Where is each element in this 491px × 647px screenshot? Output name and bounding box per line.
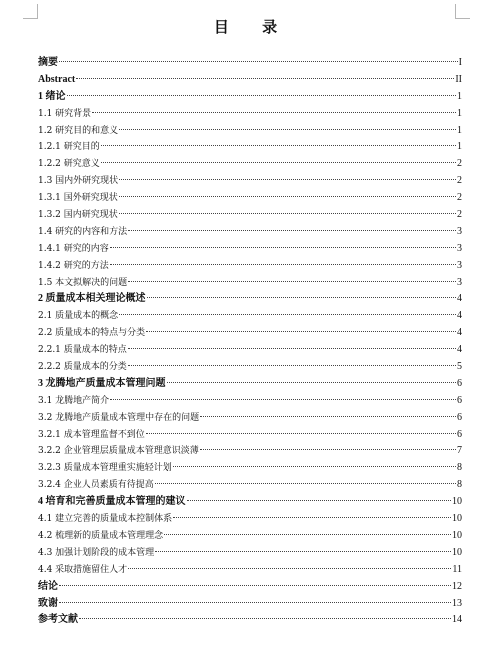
toc-entry[interactable] xyxy=(38,477,462,494)
toc-entry[interactable] xyxy=(38,241,462,258)
toc-entry-title: 1.4.1 研究的内容 xyxy=(38,243,109,254)
toc-dot-leader xyxy=(119,196,456,197)
toc-entry-page-number: 8 xyxy=(457,462,462,474)
toc-dot-leader xyxy=(119,129,456,130)
toc-dot-leader xyxy=(200,416,456,417)
toc-entry-page-number: 1 xyxy=(457,90,462,102)
toc-entry-title: 1 绪论 xyxy=(38,90,66,102)
toc-entry-title: 摘要 xyxy=(38,57,58,68)
toc-entry-title: 1.2.1 研究目的 xyxy=(38,142,100,153)
toc-entry[interactable] xyxy=(38,494,462,511)
toc-entry[interactable] xyxy=(38,393,462,410)
toc-entry[interactable] xyxy=(38,545,462,562)
toc-dot-leader xyxy=(155,483,456,484)
toc-entry[interactable] xyxy=(38,207,462,224)
toc-entry-page-number: 14 xyxy=(452,614,462,626)
toc-entry[interactable] xyxy=(38,511,462,528)
toc-entry[interactable] xyxy=(38,528,462,545)
toc-entry-title: 3 龙腾地产质量成本管理问题 xyxy=(38,377,166,389)
toc-entry[interactable] xyxy=(38,443,462,460)
toc-entry-title: 4.2 梳理新的质量成本管理理念 xyxy=(38,530,164,541)
toc-dot-leader xyxy=(119,314,456,315)
toc-dot-leader xyxy=(76,78,454,79)
toc-entry-page-number: 1 xyxy=(457,124,462,136)
toc-dot-leader xyxy=(187,500,452,501)
toc-dot-leader xyxy=(119,213,456,214)
toc-dot-leader xyxy=(128,348,456,349)
toc-dot-leader xyxy=(164,534,451,535)
toc-entry-page-number: 1 xyxy=(457,141,462,153)
toc-entry-page-number: 4 xyxy=(457,344,462,356)
page-title: 目 录 xyxy=(213,18,292,36)
toc-entry-title: 1.1 研究背景 xyxy=(38,108,92,119)
toc-entry[interactable] xyxy=(38,342,462,359)
toc-entry-title: 结论 xyxy=(38,580,58,592)
toc-entry[interactable] xyxy=(38,258,462,275)
toc-entry-title: 3.2 龙腾地产质量成本管理中存在的问题 xyxy=(38,412,200,423)
toc-entry-title: 2.2 质量成本的特点与分类 xyxy=(38,328,146,339)
toc-entry-page-number: 4 xyxy=(457,327,462,339)
toc-entry-page-number: I xyxy=(458,57,462,68)
toc-dot-leader xyxy=(110,264,456,265)
toc-entry-page-number: 12 xyxy=(452,580,462,592)
toc-entry-page-number: 2 xyxy=(457,192,462,204)
toc-dot-leader xyxy=(200,449,456,450)
toc-dot-leader xyxy=(59,585,451,586)
toc-entry-page-number: 10 xyxy=(452,546,462,558)
toc-entry[interactable] xyxy=(38,139,462,156)
toc-entry[interactable] xyxy=(38,308,462,325)
toc-entry-title: Abstract xyxy=(38,73,76,85)
toc-entry[interactable] xyxy=(38,106,462,123)
toc-entry[interactable] xyxy=(38,55,462,72)
toc-dot-leader xyxy=(101,145,456,146)
toc-entry-title: 1.3 国内外研究现状 xyxy=(38,176,119,187)
toc-entry-page-number: 6 xyxy=(457,428,462,440)
toc-entry-page-number: 11 xyxy=(452,563,462,575)
toc-entry[interactable] xyxy=(38,359,462,376)
toc-entry-title: 4 培育和完善质量成本管理的建议 xyxy=(38,496,186,508)
toc-dot-leader xyxy=(155,551,451,552)
toc-entry[interactable] xyxy=(38,596,462,613)
toc-entry-title: 1.4.2 研究的方法 xyxy=(38,260,109,271)
toc-entry-title: 4.1 建立完善的质量成本控制体系 xyxy=(38,514,173,525)
toc-entry[interactable] xyxy=(38,612,462,629)
toc-entry-title: 3.2.4 企业人员素质有待提高 xyxy=(38,480,154,491)
toc-entry[interactable] xyxy=(38,123,462,140)
table-of-contents xyxy=(38,55,462,629)
toc-dot-leader xyxy=(167,382,457,383)
toc-entry[interactable] xyxy=(38,325,462,342)
toc-dot-leader xyxy=(147,297,457,298)
toc-entry-title: 参考文献 xyxy=(38,614,78,626)
toc-entry[interactable] xyxy=(38,224,462,241)
toc-entry-page-number: 6 xyxy=(457,394,462,406)
toc-entry[interactable] xyxy=(38,275,462,292)
toc-entry[interactable] xyxy=(38,427,462,444)
toc-entry-page-number: 10 xyxy=(452,529,462,541)
toc-entry-page-number: 2 xyxy=(457,175,462,187)
toc-entry-page-number: 1 xyxy=(457,107,462,119)
toc-entry-page-number: 4 xyxy=(457,293,462,305)
toc-entry-page-number: 6 xyxy=(457,377,462,389)
toc-entry[interactable] xyxy=(38,579,462,596)
toc-entry-title: 3.2.3 质量成本管理重实施轻计划 xyxy=(38,463,172,474)
toc-entry[interactable] xyxy=(38,291,462,308)
toc-entry-page-number: 7 xyxy=(457,445,462,457)
toc-entry-page-number: 3 xyxy=(457,225,462,237)
toc-entry-title: 3.1 龙腾地产简介 xyxy=(38,395,110,406)
toc-entry-page-number: 3 xyxy=(457,242,462,254)
toc-dot-leader xyxy=(59,61,458,62)
toc-entry-page-number: 5 xyxy=(457,361,462,373)
toc-entry-page-number: 10 xyxy=(452,513,462,525)
toc-entry[interactable] xyxy=(38,460,462,477)
toc-entry[interactable] xyxy=(38,562,462,579)
toc-entry-title: 2.1 质量成本的概念 xyxy=(38,311,119,322)
toc-entry-page-number: 10 xyxy=(452,496,462,508)
toc-dot-leader xyxy=(146,433,456,434)
toc-entry-page-number: 13 xyxy=(452,597,462,609)
toc-entry-title: 2.2.2 质量成本的分类 xyxy=(38,362,127,373)
toc-entry[interactable] xyxy=(38,190,462,207)
toc-entry-title: 3.2.2 企业管理层质量成本管理意识淡薄 xyxy=(38,446,199,457)
toc-entry-page-number: 4 xyxy=(457,310,462,322)
toc-dot-leader xyxy=(110,399,456,400)
toc-dot-leader xyxy=(101,162,456,163)
toc-dot-leader xyxy=(110,247,456,248)
toc-entry-page-number: 2 xyxy=(457,158,462,170)
toc-dot-leader xyxy=(128,230,456,231)
toc-entry-title: 1.5 本文拟解决的问题 xyxy=(38,277,128,288)
toc-dot-leader xyxy=(92,112,456,113)
toc-dot-leader xyxy=(79,618,451,619)
toc-entry-page-number: 3 xyxy=(457,259,462,271)
toc-entry-title: 2 质量成本相关理论概述 xyxy=(38,293,146,305)
toc-entry[interactable] xyxy=(38,376,462,393)
toc-entry[interactable] xyxy=(38,156,462,173)
toc-entry-title: 1.2.2 研究意义 xyxy=(38,159,100,170)
toc-entry-page-number: II xyxy=(455,73,462,85)
toc-entry[interactable] xyxy=(38,89,462,106)
toc-dot-leader xyxy=(128,281,456,282)
toc-entry-page-number: 2 xyxy=(457,209,462,221)
toc-entry-title: 1.4 研究的内容和方法 xyxy=(38,226,128,237)
toc-dot-leader xyxy=(119,179,456,180)
toc-dot-leader xyxy=(173,466,456,467)
toc-entry-title: 1.3.1 国外研究现状 xyxy=(38,193,118,204)
toc-entry-page-number: 6 xyxy=(457,411,462,423)
toc-dot-leader xyxy=(128,365,456,366)
toc-entry-title: 4.3 加强计划阶段的成本管理 xyxy=(38,547,155,558)
toc-entry-title: 2.2.1 质量成本的特点 xyxy=(38,345,127,356)
toc-entry[interactable] xyxy=(38,173,462,190)
toc-dot-leader xyxy=(67,95,457,96)
toc-entry-title: 致谢 xyxy=(38,597,58,609)
toc-dot-leader xyxy=(128,568,451,569)
toc-dot-leader xyxy=(146,331,456,332)
toc-entry-title: 3.2.1 成本管理监督不到位 xyxy=(38,429,145,440)
toc-entry-page-number: 8 xyxy=(457,479,462,491)
toc-entry[interactable] xyxy=(38,410,462,427)
toc-entry-title: 1.3.2 国内研究现状 xyxy=(38,210,118,221)
toc-entry[interactable] xyxy=(38,72,462,89)
toc-dot-leader xyxy=(173,517,451,518)
toc-entry-title: 4.4 采取措施留住人才 xyxy=(38,564,128,575)
toc-dot-leader xyxy=(59,602,451,603)
toc-entry-page-number: 3 xyxy=(457,276,462,288)
toc-entry-title: 1.2 研究目的和意义 xyxy=(38,125,119,136)
